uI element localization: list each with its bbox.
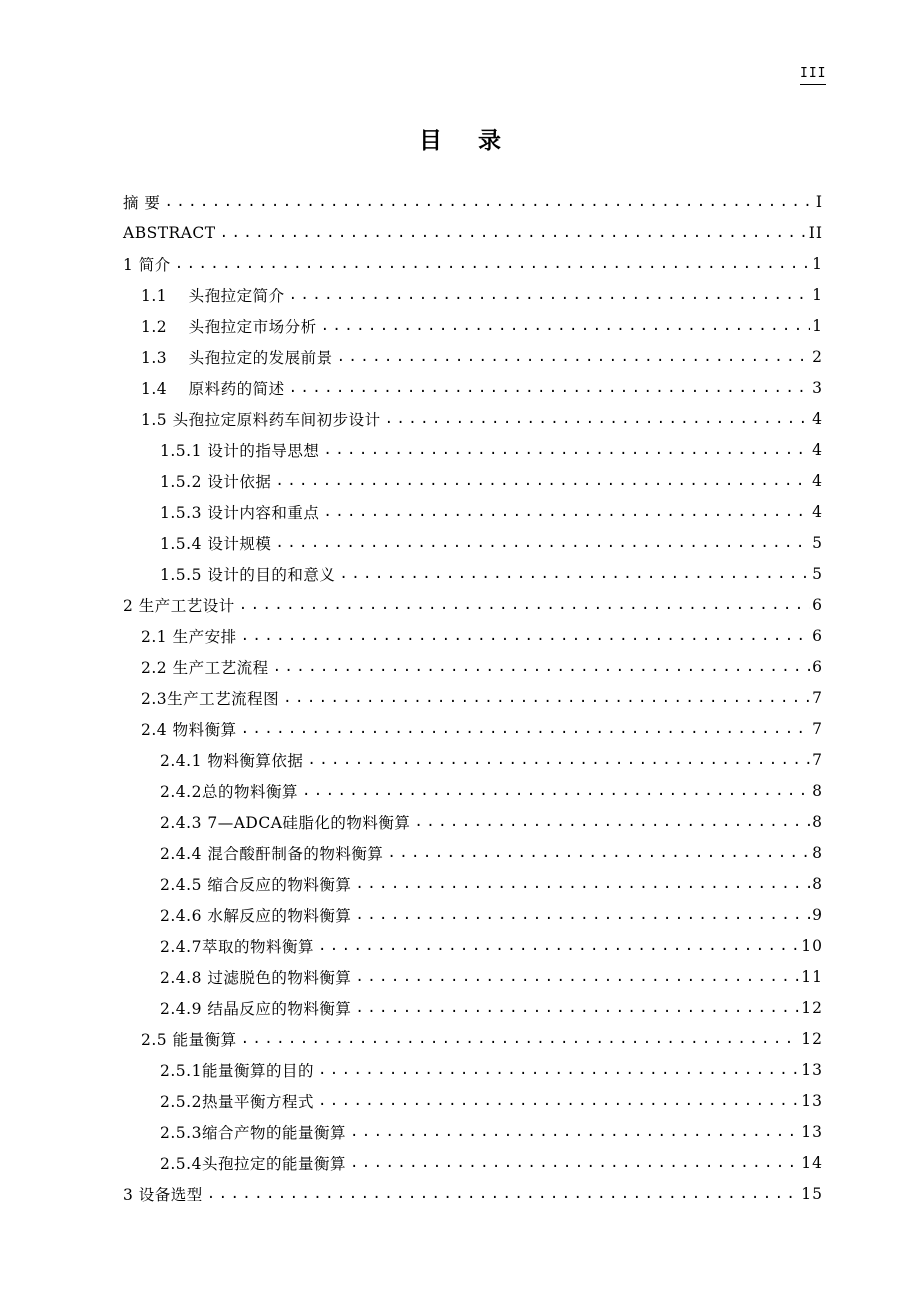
toc-entry-label: 2.5.4头孢拉定的能量衡算 <box>160 1154 346 1173</box>
toc-entry-label: 2.1 生产安排 <box>141 627 237 646</box>
toc-entry-page: 2 <box>812 347 823 366</box>
toc-entry[interactable] <box>160 837 823 868</box>
toc-leader-dots <box>305 752 810 768</box>
toc-entry[interactable] <box>160 806 823 837</box>
toc-entry-page: 8 <box>812 812 823 831</box>
toc-entry-page: 15 <box>801 1184 823 1203</box>
toc-entry[interactable] <box>141 651 823 682</box>
toc-entry-label: 2.4.9 结晶反应的物料衡算 <box>160 999 352 1018</box>
toc-entry-page: 8 <box>812 874 823 893</box>
toc-entry-label: 2 生产工艺设计 <box>123 596 235 615</box>
toc-entry[interactable] <box>160 1085 823 1116</box>
toc-entry[interactable] <box>141 341 823 372</box>
toc-leader-dots <box>321 442 810 458</box>
toc-leader-dots <box>218 225 807 241</box>
toc-leader-dots <box>281 690 810 706</box>
toc-entry[interactable] <box>141 279 823 310</box>
toc-entry[interactable] <box>160 930 823 961</box>
toc-entry-label: 2.4.6 水解反应的物料衡算 <box>160 906 352 925</box>
toc-entry-page: 6 <box>812 626 823 645</box>
toc-entry-label: 2.4.4 混合酸酐制备的物料衡算 <box>160 844 384 863</box>
toc-entry-page: 4 <box>812 440 823 459</box>
toc-entry-label: 2.5.1能量衡算的目的 <box>160 1061 314 1080</box>
toc-entry[interactable] <box>123 217 823 248</box>
page-title: 目 录 <box>418 128 515 154</box>
toc-leader-dots <box>353 876 810 892</box>
toc-entry-page: 1 <box>812 254 823 273</box>
toc-entry-label: 1.5.4 设计规模 <box>160 534 272 553</box>
page-number: III <box>800 66 826 85</box>
toc-leader-dots <box>273 473 810 489</box>
toc-entry-page: 14 <box>801 1153 823 1172</box>
toc-entry-label: 1.5.2 设计依据 <box>160 472 272 491</box>
toc-leader-dots <box>239 1031 800 1047</box>
toc-entry[interactable] <box>160 496 823 527</box>
toc-leader-dots <box>412 814 810 830</box>
toc-entry-label: 2.2 生产工艺流程 <box>141 658 269 677</box>
toc-leader-dots <box>385 845 810 861</box>
toc-entry-label: 2.4.2总的物料衡算 <box>160 782 298 801</box>
toc-leader-dots <box>348 1124 799 1140</box>
toc-leader-dots <box>316 1062 799 1078</box>
toc-leader-dots <box>173 256 810 272</box>
toc-entry-page: 13 <box>801 1060 823 1079</box>
toc-entry-page: 3 <box>812 378 823 397</box>
toc-entry[interactable] <box>160 775 823 806</box>
toc-entry[interactable] <box>160 1147 823 1178</box>
toc-entry-page: 8 <box>812 781 823 800</box>
toc-entry-label: 1.5 头孢拉定原料药车间初步设计 <box>141 410 381 429</box>
toc-leader-dots <box>383 411 811 427</box>
toc-entry[interactable] <box>160 992 823 1023</box>
toc-entry-label: 1.5.1 设计的指导思想 <box>160 441 320 460</box>
toc-entry-page: 7 <box>812 750 823 769</box>
toc-entry-label: 2.4.8 过滤脱色的物料衡算 <box>160 968 352 987</box>
toc-entry-page: 12 <box>801 1029 823 1048</box>
toc-entry[interactable] <box>141 620 823 651</box>
toc-entry-label: 2.5.2热量平衡方程式 <box>160 1092 314 1111</box>
toc-entry-page: 6 <box>812 657 823 676</box>
toc-entry-page: 1 <box>812 285 823 304</box>
toc-entry[interactable] <box>141 713 823 744</box>
toc-leader-dots <box>353 907 810 923</box>
toc-leader-dots <box>300 783 810 799</box>
toc-entry-page: 5 <box>812 564 823 583</box>
toc-leader-dots <box>316 938 799 954</box>
toc-entry-page: 4 <box>812 409 823 428</box>
toc-entry[interactable] <box>160 744 823 775</box>
toc-entry[interactable] <box>160 465 823 496</box>
toc-entry-label: 1.4 原料药的简述 <box>141 379 285 398</box>
toc-entry-label: 2.4.5 缩合反应的物料衡算 <box>160 875 352 894</box>
toc-entry-label: 2.4.3 7—ADCA硅脂化的物料衡算 <box>160 813 411 832</box>
toc-entry-page: 13 <box>801 1091 823 1110</box>
toc-leader-dots <box>287 287 811 303</box>
toc-entry[interactable] <box>160 868 823 899</box>
toc-leader-dots <box>162 194 813 210</box>
toc-leader-dots <box>237 597 810 613</box>
toc-leader-dots <box>353 1000 799 1016</box>
toc-entry[interactable] <box>160 434 823 465</box>
toc-leader-dots <box>205 1186 799 1202</box>
toc-entry-page: 7 <box>812 719 823 738</box>
toc-entry-page: 9 <box>812 905 823 924</box>
toc-entry[interactable] <box>141 682 823 713</box>
toc-entry[interactable] <box>141 310 823 341</box>
toc-entry-page: 8 <box>812 843 823 862</box>
toc-entry[interactable] <box>123 589 823 620</box>
toc-entry-page: 11 <box>801 967 823 986</box>
toc-entry-label: 2.3生产工艺流程图 <box>141 689 280 708</box>
toc-leader-dots <box>348 1155 799 1171</box>
toc-entry-label: 2.4.1 物料衡算依据 <box>160 751 304 770</box>
toc-leader-dots <box>335 349 811 365</box>
toc-entry-page: I <box>815 192 823 211</box>
toc-entry-label: 1 简介 <box>123 255 171 274</box>
toc-leader-dots <box>271 659 811 675</box>
toc-entry[interactable] <box>160 1054 823 1085</box>
toc-leader-dots <box>316 1093 799 1109</box>
toc-entry-page: 13 <box>801 1122 823 1141</box>
toc-entry[interactable] <box>141 372 823 403</box>
toc-leader-dots <box>239 628 811 644</box>
toc-entry-label: 2.4 物料衡算 <box>141 720 237 739</box>
toc-entry[interactable] <box>141 1023 823 1054</box>
toc-entry[interactable] <box>160 558 823 589</box>
toc-entry[interactable] <box>160 899 823 930</box>
toc-entry-label: 2.5.3缩合产物的能量衡算 <box>160 1123 346 1142</box>
toc-entry[interactable] <box>141 403 823 434</box>
toc-leader-dots <box>353 969 799 985</box>
toc-entry-label: 1.2 头孢拉定市场分析 <box>141 317 317 336</box>
toc-entry-page: 1 <box>812 316 823 335</box>
toc-entry[interactable] <box>160 1116 823 1147</box>
toc-entry-label: 1.1 头孢拉定简介 <box>141 286 285 305</box>
toc-entry-label: 摘 要 <box>123 193 161 212</box>
toc-entry-page: II <box>808 223 823 242</box>
toc-entry-label: ABSTRACT <box>123 223 216 242</box>
toc-entry-label: 1.5.3 设计内容和重点 <box>160 503 320 522</box>
toc-leader-dots <box>273 535 810 551</box>
toc-leader-dots <box>337 566 810 582</box>
toc-entry-page: 7 <box>812 688 823 707</box>
toc-entry[interactable] <box>123 248 823 279</box>
toc-entry[interactable] <box>160 961 823 992</box>
toc-entry[interactable] <box>123 186 823 217</box>
toc-entry-label: 2.5 能量衡算 <box>141 1030 237 1049</box>
toc-leader-dots <box>239 721 811 737</box>
toc-leader-dots <box>319 318 811 334</box>
toc-entry-label: 1.3 头孢拉定的发展前景 <box>141 348 333 367</box>
toc-entry-page: 10 <box>801 936 823 955</box>
toc-entry-page: 4 <box>812 471 823 490</box>
toc-entry-page: 5 <box>812 533 823 552</box>
toc-entry[interactable] <box>160 527 823 558</box>
toc-entry-label: 2.4.7萃取的物料衡算 <box>160 937 314 956</box>
toc-entry-page: 12 <box>801 998 823 1017</box>
toc-entry-label: 3 设备选型 <box>123 1185 203 1204</box>
toc-leader-dots <box>287 380 811 396</box>
toc-entry[interactable] <box>123 1178 823 1209</box>
toc-entry-page: 4 <box>812 502 823 521</box>
toc-entry-page: 6 <box>812 595 823 614</box>
toc-entry-label: 1.5.5 设计的目的和意义 <box>160 565 336 584</box>
toc-leader-dots <box>321 504 810 520</box>
